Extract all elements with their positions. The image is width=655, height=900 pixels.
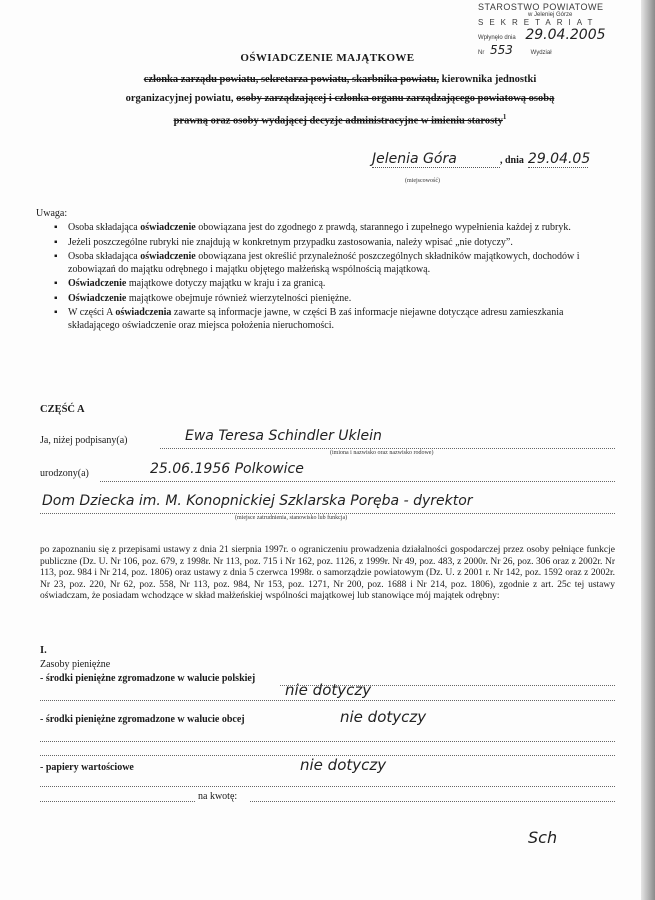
header-struck-3: prawną oraz osoby wydającej decyzje administracyjne w imieniu starosty [173,115,503,127]
declarant-label: Ja, niżej podpisany(a) [40,435,128,446]
note-text: majątkowe obejmuje również wierzytelności pieniężne. [126,292,352,304]
registry-stamp [478,2,628,57]
workplace-caption: (miejsce zatrudnienia, stanowisko lub funkcja) [235,515,348,521]
note-keyword: oświadczenie [140,222,196,233]
note-item [50,222,590,235]
stamp-received-row [478,27,628,43]
pln-label: - środki pieniężne zgromadzone w walucie polskiej [40,673,256,684]
pln-value: nie dotyczy [285,681,372,699]
note-item [50,293,590,306]
note-text: Osoba składająca [68,222,141,233]
declarant-name: Ewa Teresa Schindler Uklein [185,428,382,444]
note-keyword: Oświadczenie [68,278,127,289]
note-text: W części A [68,307,116,318]
securities-label: - papiery wartościowe [40,762,134,773]
initials-signature: Sch [528,828,558,847]
date-value: 29.04.05 [527,151,591,167]
note-keyword: Oświadczenie [68,292,127,304]
stamp-secretariat: SEKRETARIAT [478,18,599,27]
stamp-city: w Jeleniej Górze [528,12,573,18]
funds-title: Zasoby pieniężne [40,659,111,670]
legal-basis-text: po zapoznaniu się z przepisami ustawy z dnia 21 sierpnia 1997r. o ograniczeniu prowadzenia działalności gospodarczej przez osoby pełniące funkcje publiczne (Dz. U. Nr 106, poz. 679, z 1998r. Nr 113, poz. 715 i Nr 162, poz. 1126, z 1999r. Nr 49, poz. 483, z 2000r. Nr 26, poz. 306 oraz z 2002r. Nr 113, poz. 984 i Nr 214, poz. 1806) oraz ustawy z dnia 5 czerwca 1998r. o samorządzie powiatowym (Dz. U. z 2001 r. Nr 142, poz. 1592 oraz z 2002r. Nr 23, poz. 220, Nr 62, poz. 558, Nr 113, poz. 984, Nr 153, poz. 1271, Nr 200, poz. 1688 i Nr 214, poz. 1806), zgodnie z art. 25c tej ustawy oświadczam, że posiadam wchodzące w skład małżeńskiej wspólności majątkowej lub stanowiące mój majątek odrębny: [40,545,615,602]
note-item [50,251,590,276]
note-keyword: oświadczenia [115,307,172,318]
note-text: Jeżeli poszczególne rubryki nie znajdują w konkretnym przypadku zastosowania, należy wpisać „nie dotyczy”. [68,236,513,248]
note-item [50,307,590,332]
stamp-received-date: 29.04.2005 [525,27,606,43]
header-line2-start: organizacyjnej powiatu, [125,93,237,104]
stamp-attachments-label: Wydział [530,50,552,56]
stamp-received-label: Wpłynęło dnia [478,35,516,41]
stamp-number-label: Nr [478,50,485,56]
stamp-number: 553 [490,43,513,57]
declarant-name-line [160,448,615,449]
foreign-line-1 [40,741,615,742]
note-text: obowiązana jest do zgodnego z prawdą, starannego i zupełnego wypełnienia każdej z rubryk. [195,222,571,233]
place-value: Jelenia Góra [372,151,500,168]
note-text: majątkowe dotyczy majątku w kraju i za granicą. [126,278,326,289]
scan-edge [641,0,655,900]
foreign-value: nie dotyczy [340,708,427,726]
date-label: , dnia [500,155,524,166]
workplace-line [40,513,615,514]
amount-label: na kwotę: [198,791,238,802]
header-plain-1: kierownika jednostki [439,74,537,85]
note-text: obowiązana jest określić przynależność poszczególnych składników majątkowych, dochodów i zobowiązań do majątku odrębnego i majątku objętego małżeńską wspólnością majątkową. [68,251,580,275]
securities-value: nie dotyczy [300,756,387,774]
born-value: 25.06.1956 Polkowice [150,461,304,477]
header-struck-1: członka zarządu powiatu, sekretarza powiatu, skarbnika powiatu, [143,74,440,85]
notes-title: Uwaga: [36,208,68,219]
notes-list [50,222,590,334]
declarant-name-caption: (imiona i nazwisko oraz nazwisko rodowe) [330,450,434,456]
amount-line [40,801,195,802]
declarant-role-header [60,70,620,131]
born-label: urodzony(a) [40,468,89,479]
note-keyword: oświadczenie [140,251,196,262]
place-date [372,150,591,168]
amount-line-2 [250,801,615,802]
note-item [50,237,590,250]
stamp-office: STAROSTWO POWIATOWE [478,2,604,12]
foreign-label: - środki pieniężne zgromadzone w walucie obcej [40,714,245,725]
workplace-value: Dom Dziecka im. M. Konopnickiej Szklarska Poręba - dyrektor [42,493,473,509]
header-struck-2: osoby zarządzającej i członka organu zarządzającego powiatową osobą [236,93,555,104]
section-roman: I. [40,645,47,656]
header-footnote: 1 [502,113,507,121]
document-title: OŚWIADCZENIE MAJĄTKOWE [240,52,415,64]
pln-line-2 [40,700,615,701]
note-item [50,278,590,291]
note-text: Osoba składająca [68,251,141,262]
place-caption: (miejscowość) [405,178,440,184]
born-line [100,481,615,482]
part-a-heading: CZĘŚĆ A [40,404,85,415]
note-text: zawarte są informacje jawne, w części B zaś informacje niejawne dotyczące adresu zamieszkania składającego oświadczenie oraz miejsca położenia nieruchomości. [68,307,564,331]
securities-line-1 [40,786,615,787]
